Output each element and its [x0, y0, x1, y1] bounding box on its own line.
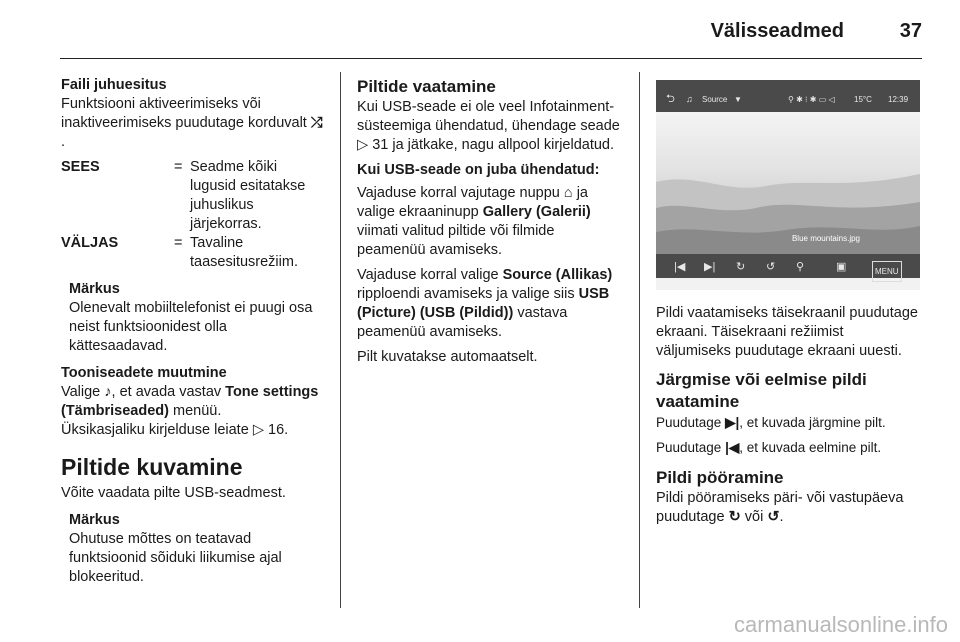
rotate-ccw-icon: ↺ — [766, 261, 776, 273]
clock-readout: 12:39 — [888, 95, 909, 104]
tone-icon: ♪ — [104, 384, 112, 400]
shuffle-definitions — [61, 158, 323, 272]
shuffle-heading: Faili juhuesitus — [61, 77, 167, 93]
watermark: carmanualsonline.info — [733, 612, 948, 637]
page-number: 37 — [899, 20, 922, 42]
column-1 — [61, 76, 323, 595]
next-icon: ▶| — [725, 415, 740, 430]
note-title: Märkus — [69, 512, 120, 528]
tone-heading: Tooniseadete muutmine — [61, 365, 227, 381]
menu-button: MENU — [872, 261, 902, 282]
section-heading: Piltide kuvamine — [61, 454, 243, 480]
tone-text-pre: Valige — [61, 384, 101, 400]
tone-ref-page: 16. — [268, 422, 289, 438]
column-2 — [357, 76, 625, 373]
definition-desc: Seadme kõiki lugusid esitatakse juhuslikus järjekorras. — [190, 159, 306, 232]
definition-equals: = — [174, 235, 183, 251]
connected-text-mid: ja valige ekraaninupp — [357, 185, 588, 220]
next-text-post: , et kuvada järgmine pilt. — [739, 415, 886, 430]
auto-display-text: Pilt kuvatakse automaatselt. — [357, 349, 538, 365]
section-intro: Võite vaadata pilte USB-seadmest. — [61, 485, 286, 501]
prev-text-post: , et kuvada eelmine pilt. — [739, 440, 882, 455]
connected-paragraph — [357, 184, 625, 260]
connected-text-post: viimati valitud piltide või filmide peamenüü avamiseks. — [357, 223, 555, 258]
chevron-down-icon: ▼ — [734, 95, 742, 104]
screen-bottom-bar — [656, 254, 920, 278]
connected-heading: Kui USB-seade on juba ühendatud: — [357, 162, 600, 178]
prev-text-pre: Puudutage — [656, 440, 722, 455]
rotate-text-post: . — [779, 509, 784, 525]
column-3 — [656, 76, 922, 533]
slideshow-icon: ▣ — [836, 261, 847, 273]
rotate-paragraph — [656, 489, 922, 527]
note-body: Ohutuse mõttes on teatavad funktsioonid sõiduki liikumise ajal blokeeritud. — [69, 531, 282, 585]
note-body: Olenevalt mobiiltelefonist ei puugi osa neist funktsioonidest olla kättesaadavad. — [69, 300, 313, 354]
viewing-body: Kui USB-seade ei ole veel Infotainment-süsteemiga ühendatud, ühendage seade — [357, 99, 620, 134]
shuffle-body: Funktsiooni aktiveerimiseks või inaktiveerimiseks puudutage korduvalt — [61, 96, 307, 131]
column-divider-1 — [340, 72, 341, 608]
fullscreen-paragraph: Pildi vaatamiseks täisekraanil puudutage ekraani. Täisekraani režiimist väljumiseks puudutage ekraani uuesti. — [656, 305, 918, 359]
tone-paragraph — [61, 383, 323, 440]
source-text-mid: ripploendi avamiseks ja valige siis — [357, 286, 575, 302]
header-divider — [60, 58, 922, 59]
note-title: Märkus — [69, 281, 120, 297]
source-text-pre: Vajaduse korral valige — [357, 267, 499, 283]
status-icons: ⚲ ✱ ⁝ ✱ ▭ ◁ — [788, 95, 835, 104]
picture-filename: Blue mountains.jpg — [791, 234, 860, 243]
source-icon: ♫ — [686, 94, 693, 104]
connected-text-pre: Vajaduse korral vajutage nuppu — [357, 185, 560, 201]
infotainment-screenshot — [656, 80, 920, 290]
rotate-ccw-icon: ↺ — [767, 509, 780, 525]
source-label: Source (Allikas) — [502, 267, 613, 283]
previous-icon: |◀ — [725, 440, 740, 455]
screen-top-bar — [656, 80, 920, 112]
reference-icon: ▷ — [357, 137, 369, 153]
next-icon: ▶| — [704, 261, 716, 273]
back-icon: ⮌ — [666, 93, 675, 105]
mountain-landscape-image — [656, 112, 920, 254]
definition-term: VÄLJAS — [61, 235, 119, 251]
shuffle-paragraph: Funktsiooni aktiveerimiseks või inaktiveerimiseks puudutage korduvalt ⤮. — [61, 96, 323, 150]
definition-row — [61, 234, 323, 272]
rotate-text-pre: Pildi pööramiseks päri- või vastupäeva puudutage — [656, 490, 904, 525]
note-box — [61, 511, 323, 587]
zoom-icon: ⚲ — [796, 261, 805, 273]
reference-icon: ▷ — [252, 422, 264, 438]
tone-ref-text: Üksikasjaliku kirjelduse leiate — [61, 422, 249, 438]
next-paragraph — [656, 413, 922, 432]
tone-menu-label: Tone settings (Tämbriseaded) — [61, 384, 319, 419]
source-paragraph — [357, 266, 625, 342]
rotate-cw-icon: ↻ — [736, 261, 746, 273]
viewing-ref: 31 ja jätkake, nagu allpool kirjeldatud. — [372, 137, 615, 153]
tone-text-mid: , et avada vastav — [111, 384, 222, 400]
prev-paragraph — [656, 438, 922, 457]
picture-display — [656, 112, 920, 254]
rotate-cw-icon: ↻ — [728, 509, 741, 525]
source-text-post: vastava peamenüü avamiseks. — [357, 305, 568, 340]
next-prev-heading: Järgmise või eelmise pildi vaatamine — [656, 370, 867, 411]
definition-term: SEES — [61, 159, 100, 175]
usb-picture-label: USB (Picture) (USB (Pildid)) — [357, 286, 610, 321]
column-divider-2 — [639, 72, 640, 608]
viewing-heading: Piltide vaatamine — [357, 77, 496, 96]
tone-text-post: menüü. — [173, 403, 222, 419]
source-dropdown-label: Source — [702, 95, 728, 104]
definition-row — [61, 158, 323, 234]
page-header — [0, 0, 960, 62]
page-title: Välisseadmed — [710, 20, 844, 42]
definition-equals: = — [174, 159, 183, 175]
rotate-heading: Pildi pööramine — [656, 468, 784, 487]
definition-desc: Tavaline taasesitusrežiim. — [190, 235, 298, 270]
rotate-text-mid: või — [744, 509, 764, 525]
note-box — [61, 280, 323, 356]
gallery-label: Gallery (Galerii) — [482, 204, 591, 220]
shuffle-icon: ⤮ — [310, 115, 323, 131]
temperature-readout: 15°C — [854, 95, 872, 104]
viewing-paragraph — [357, 98, 625, 155]
previous-icon: |◀ — [674, 261, 686, 273]
home-icon: ⌂ — [563, 185, 573, 201]
next-text-pre: Puudutage — [656, 415, 722, 430]
